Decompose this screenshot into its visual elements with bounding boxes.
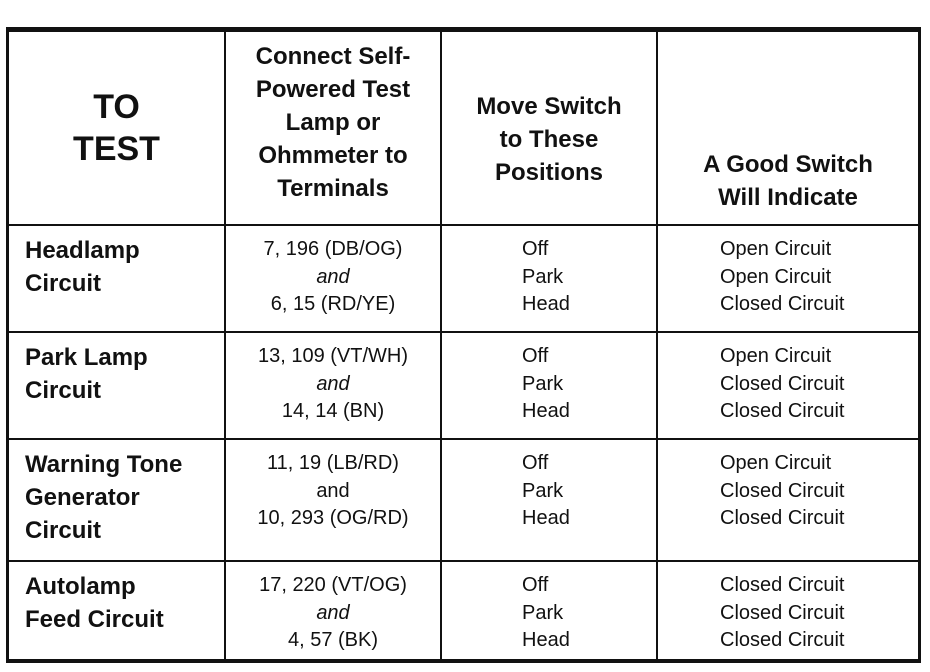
switch-position: Park <box>522 479 564 502</box>
switch-position: Off <box>522 345 549 367</box>
switch-position: Head <box>522 293 570 315</box>
header-text-line: TEST <box>73 130 160 168</box>
circuit-indication: Open Circuit <box>720 452 832 474</box>
terminal-pair: 14, 14 (BN) <box>281 400 385 422</box>
header-text-line: Will Indicate <box>718 184 858 211</box>
header-good-switch <box>657 32 918 225</box>
header-text-line: Connect Self- <box>255 43 411 70</box>
switch-position: Off <box>522 452 549 474</box>
circuit-indication: Open Circuit <box>720 265 832 288</box>
terminal-pair: 10, 293 (OG/RD) <box>257 507 409 529</box>
circuit-name-line: Autolamp <box>25 573 136 600</box>
switch-position: Park <box>522 601 564 624</box>
circuit-indication: Closed Circuit <box>720 372 845 395</box>
positions-cell <box>441 225 657 332</box>
circuit-name <box>9 332 225 439</box>
indication-cell <box>657 561 918 659</box>
terminal-pair: 6, 15 (RD/YE) <box>270 293 396 315</box>
switch-position: Park <box>522 265 564 288</box>
terminal-conjunction: and <box>316 265 350 288</box>
terminal-pair: 11, 19 (LB/RD) <box>267 452 399 474</box>
circuit-name-line: Warning Tone <box>25 451 183 478</box>
circuit-name-line: Feed Circuit <box>25 606 164 633</box>
circuit-indication: Closed Circuit <box>720 400 845 422</box>
circuit-name <box>9 225 225 332</box>
circuit-name-line: Circuit <box>25 377 102 404</box>
switch-position: Head <box>522 400 570 422</box>
header-text-line: Ohmmeter to <box>258 142 408 169</box>
header-text-line: TO <box>93 88 140 126</box>
switch-test-table <box>6 27 921 663</box>
terminal-pair: 13, 109 (VT/WH) <box>257 345 409 367</box>
switch-position: Head <box>522 629 570 651</box>
table-row <box>9 332 918 439</box>
circuit-indication: Closed Circuit <box>720 601 845 624</box>
terminal-conjunction: and <box>316 601 350 624</box>
table-row <box>9 439 918 561</box>
table-row <box>9 225 918 332</box>
circuit-name-line: Circuit <box>25 517 102 544</box>
circuit-name-line: Park Lamp <box>25 344 148 371</box>
terminals-cell <box>225 225 441 332</box>
header-text-line: Lamp or <box>285 109 381 136</box>
circuit-indication: Open Circuit <box>720 345 832 367</box>
table-row <box>9 561 918 659</box>
header-row <box>9 32 918 225</box>
terminal-conjunction: and <box>316 372 350 395</box>
header-text-line: Positions <box>494 158 603 186</box>
header-text-line: Powered Test <box>255 76 411 103</box>
circuit-indication: Closed Circuit <box>720 507 845 529</box>
positions-cell <box>441 332 657 439</box>
switch-position: Off <box>522 238 549 260</box>
circuit-name <box>9 439 225 561</box>
switch-position: Off <box>522 574 549 596</box>
header-text-line: Move Switch <box>476 92 622 120</box>
terminals-cell <box>225 439 441 561</box>
circuit-name-line: Headlamp <box>25 237 140 264</box>
header-text-line: A Good Switch <box>703 151 873 178</box>
circuit-indication: Closed Circuit <box>720 574 845 596</box>
terminal-pair: 17, 220 (VT/OG) <box>259 574 407 596</box>
circuit-name-line: Circuit <box>25 270 102 297</box>
indication-cell <box>657 225 918 332</box>
terminals-cell <box>225 561 441 659</box>
terminal-pair: 7, 196 (DB/OG) <box>263 238 403 260</box>
header-move-switch <box>441 32 657 225</box>
terminal-conjunction: and <box>316 479 350 502</box>
switch-position: Park <box>522 372 564 395</box>
circuit-name <box>9 561 225 659</box>
header-connect-terminals <box>225 32 441 225</box>
circuit-indication: Closed Circuit <box>720 629 845 651</box>
circuit-indication: Closed Circuit <box>720 293 845 315</box>
header-text-line: Terminals <box>277 175 389 202</box>
circuit-name-line: Generator <box>25 484 140 511</box>
indication-cell <box>657 332 918 439</box>
terminals-cell <box>225 332 441 439</box>
terminal-pair: 4, 57 (BK) <box>287 629 379 651</box>
circuit-indication: Open Circuit <box>720 238 832 260</box>
header-text-line: to These <box>499 125 599 153</box>
switch-test-grid <box>9 32 918 659</box>
circuit-indication: Closed Circuit <box>720 479 845 502</box>
header-to-test <box>9 32 225 225</box>
switch-position: Head <box>522 507 570 529</box>
positions-cell <box>441 439 657 561</box>
indication-cell <box>657 439 918 561</box>
positions-cell <box>441 561 657 659</box>
